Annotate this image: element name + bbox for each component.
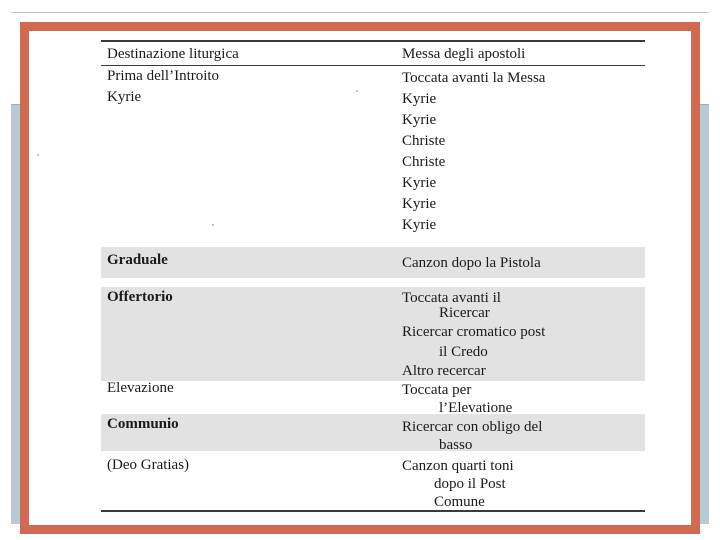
row-item-deo-gratias-3: Comune — [434, 494, 485, 510]
row-item-deo-gratias-2: dopo il Post — [434, 476, 506, 492]
row-item-offertorio-4: il Credo — [439, 344, 488, 360]
scan-speck — [37, 154, 39, 156]
header-left: Destinazione liturgica — [107, 46, 239, 62]
row-item-communio-2: basso — [439, 437, 473, 453]
row-label-deo-gratias: (Deo Gratias) — [107, 457, 190, 473]
row-item-elevazione-2: l’Elevatione — [439, 400, 513, 416]
row-shade-graduale — [101, 247, 645, 278]
row-item-kyrie-7: Kyrie — [402, 217, 437, 233]
header-top-rule — [101, 40, 645, 42]
row-item-offertorio-5: Altro recercar — [402, 363, 486, 379]
row-item-kyrie-4: Christe — [402, 154, 446, 170]
row-item-introito-1: Toccata avanti la Messa — [402, 70, 546, 86]
row-item-kyrie-2: Kyrie — [402, 112, 437, 128]
row-item-kyrie-5: Kyrie — [402, 175, 437, 191]
row-item-offertorio-1: Toccata avanti il — [402, 290, 501, 306]
slide-top-rule — [11, 12, 709, 13]
scan-speck — [212, 224, 214, 226]
row-item-offertorio-3: Ricercar cromatico post — [402, 324, 546, 340]
row-item-offertorio-2: Ricercar — [439, 305, 490, 321]
row-label-elevazione: Elevazione — [107, 380, 174, 396]
table-bottom-rule — [101, 510, 645, 512]
row-item-elevazione-1: Toccata per — [402, 382, 472, 398]
header-right: Messa degli apostoli — [402, 46, 526, 62]
row-label-graduale: Graduale — [107, 252, 168, 268]
row-item-communio-1: Ricercar con obligo del — [402, 419, 543, 435]
row-item-kyrie-1: Kyrie — [402, 91, 437, 107]
scan-speck — [356, 90, 358, 92]
row-label-kyrie: Kyrie — [107, 89, 142, 105]
row-item-kyrie-3: Christe — [402, 133, 446, 149]
row-shade-communio — [101, 414, 645, 451]
row-label-introito: Prima dell’Introito — [107, 68, 220, 84]
row-item-kyrie-6: Kyrie — [402, 196, 437, 212]
scanned-table-image — [29, 31, 691, 525]
row-label-communio: Communio — [107, 416, 179, 432]
row-label-offertorio: Offertorio — [107, 289, 173, 305]
row-shade-offertorio — [101, 287, 645, 381]
row-item-graduale-1: Canzon dopo la Pistola — [402, 255, 541, 271]
row-item-deo-gratias-1: Canzon quarti toni — [402, 458, 514, 474]
